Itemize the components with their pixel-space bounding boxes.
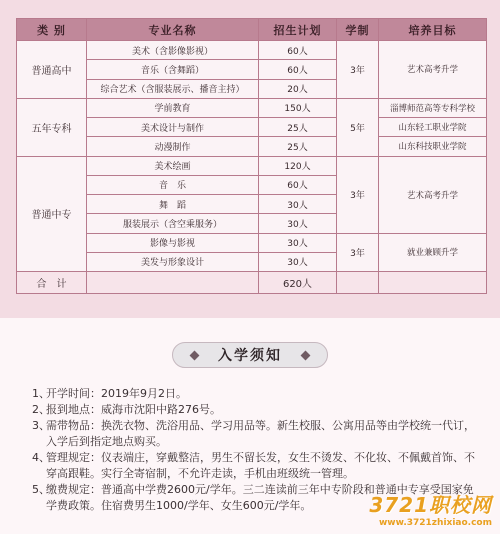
duration-cell: 3年 [337,156,379,233]
plan-cell: 30人 [259,252,337,271]
total-label: 合 计 [17,272,87,294]
list-item [32,450,484,482]
plan-cell: 25人 [259,137,337,156]
category-cell: 五年专科 [17,98,87,156]
goal-cell: 艺术高考升学 [379,156,487,233]
table-row [17,137,487,156]
duration-cell: 5年 [337,98,379,156]
header-plan: 招生计划 [259,19,337,41]
plan-cell: 30人 [259,214,337,233]
major-cell: 动漫制作 [87,137,259,156]
major-cell: 美术绘画 [87,156,259,175]
table-row [17,156,487,175]
site-watermark [369,489,492,528]
table-row [17,41,487,60]
plan-cell: 150人 [259,98,337,117]
major-cell: 音 乐 [87,175,259,194]
table-row [17,98,487,117]
item-text: 需带物品：换洗衣物、洗浴用品、学习用品等。新生校服、公寓用品等由学校统一代订，入学后到指定地点购买。 [46,419,475,448]
enrollment-table [16,18,487,294]
item-number: 2、 [32,403,50,416]
header-duration: 学制 [337,19,379,41]
item-text: 开学时间：2019年9月2日。 [46,387,187,400]
total-empty-cell [337,272,379,294]
notice-banner [172,342,328,368]
header-major: 专业名称 [87,19,259,41]
goal-cell: 淄博师范高等专科学校 [379,98,487,117]
watermark-url: www.3721zhixiao.com [378,518,492,528]
major-cell: 影像与影视 [87,233,259,252]
table-row [17,118,487,137]
table-header-row [17,19,487,41]
item-number: 5、 [32,483,50,496]
plan-cell: 30人 [259,233,337,252]
duration-cell: 3年 [337,233,379,272]
goal-cell: 艺术高考升学 [379,41,487,99]
plan-cell: 30人 [259,195,337,214]
table-row [17,233,487,252]
plan-cell: 120人 [259,156,337,175]
admission-notice [0,318,500,534]
total-row [17,272,487,294]
major-cell: 学前教育 [87,98,259,117]
plan-cell: 60人 [259,175,337,194]
major-cell: 舞 蹈 [87,195,259,214]
item-number: 1、 [32,387,50,400]
notice-title: 入学须知 [218,348,282,364]
list-item [32,386,484,402]
enrollment-table-container [16,18,486,294]
item-number: 4、 [32,451,50,464]
header-goal: 培养目标 [379,19,487,41]
major-cell: 美发与形象设计 [87,252,259,271]
major-cell: 服装展示（含空乘服务） [87,214,259,233]
diamond-icon [190,351,200,361]
total-value: 620人 [259,272,337,294]
item-number: 3、 [32,419,50,432]
list-item [32,418,484,450]
category-cell: 普通高中 [17,41,87,99]
goal-cell: 就业兼顾升学 [379,233,487,272]
major-cell: 综合艺术（含服装展示、播音主持） [87,79,259,98]
duration-cell: 3年 [337,41,379,99]
plan-cell: 60人 [259,60,337,79]
total-empty-cell [87,272,259,294]
item-text: 报到地点：威海市沈阳中路276号。 [46,403,221,416]
goal-cell: 山东轻工职业学院 [379,118,487,137]
major-cell: 美术设计与制作 [87,118,259,137]
plan-cell: 20人 [259,79,337,98]
category-cell: 普通中专 [17,156,87,272]
goal-cell: 山东科技职业学院 [379,137,487,156]
major-cell: 美术（含影像影视） [87,41,259,60]
diamond-icon [301,351,311,361]
plan-cell: 60人 [259,41,337,60]
item-text: 管理规定：仪表端庄，穿戴整洁，男生不留长发，女生不烫发、不化妆、不佩戴首饰、不穿高跟鞋。实行全寄宿制，不允许走读，手机由班级统一管理。 [46,451,475,480]
major-cell: 音乐（含舞蹈） [87,60,259,79]
list-item [32,402,484,418]
plan-cell: 25人 [259,118,337,137]
total-empty-cell [379,272,487,294]
item-text: 缴费规定：普通高中学费2600元/学年。三二连读前三年中专阶段和普通中专享受国家免学费政策。住宿费男生1000/学年、女生600元/学年。 [46,483,474,512]
header-category: 类 别 [17,19,87,41]
watermark-logo: 3721职校网 [369,493,492,517]
